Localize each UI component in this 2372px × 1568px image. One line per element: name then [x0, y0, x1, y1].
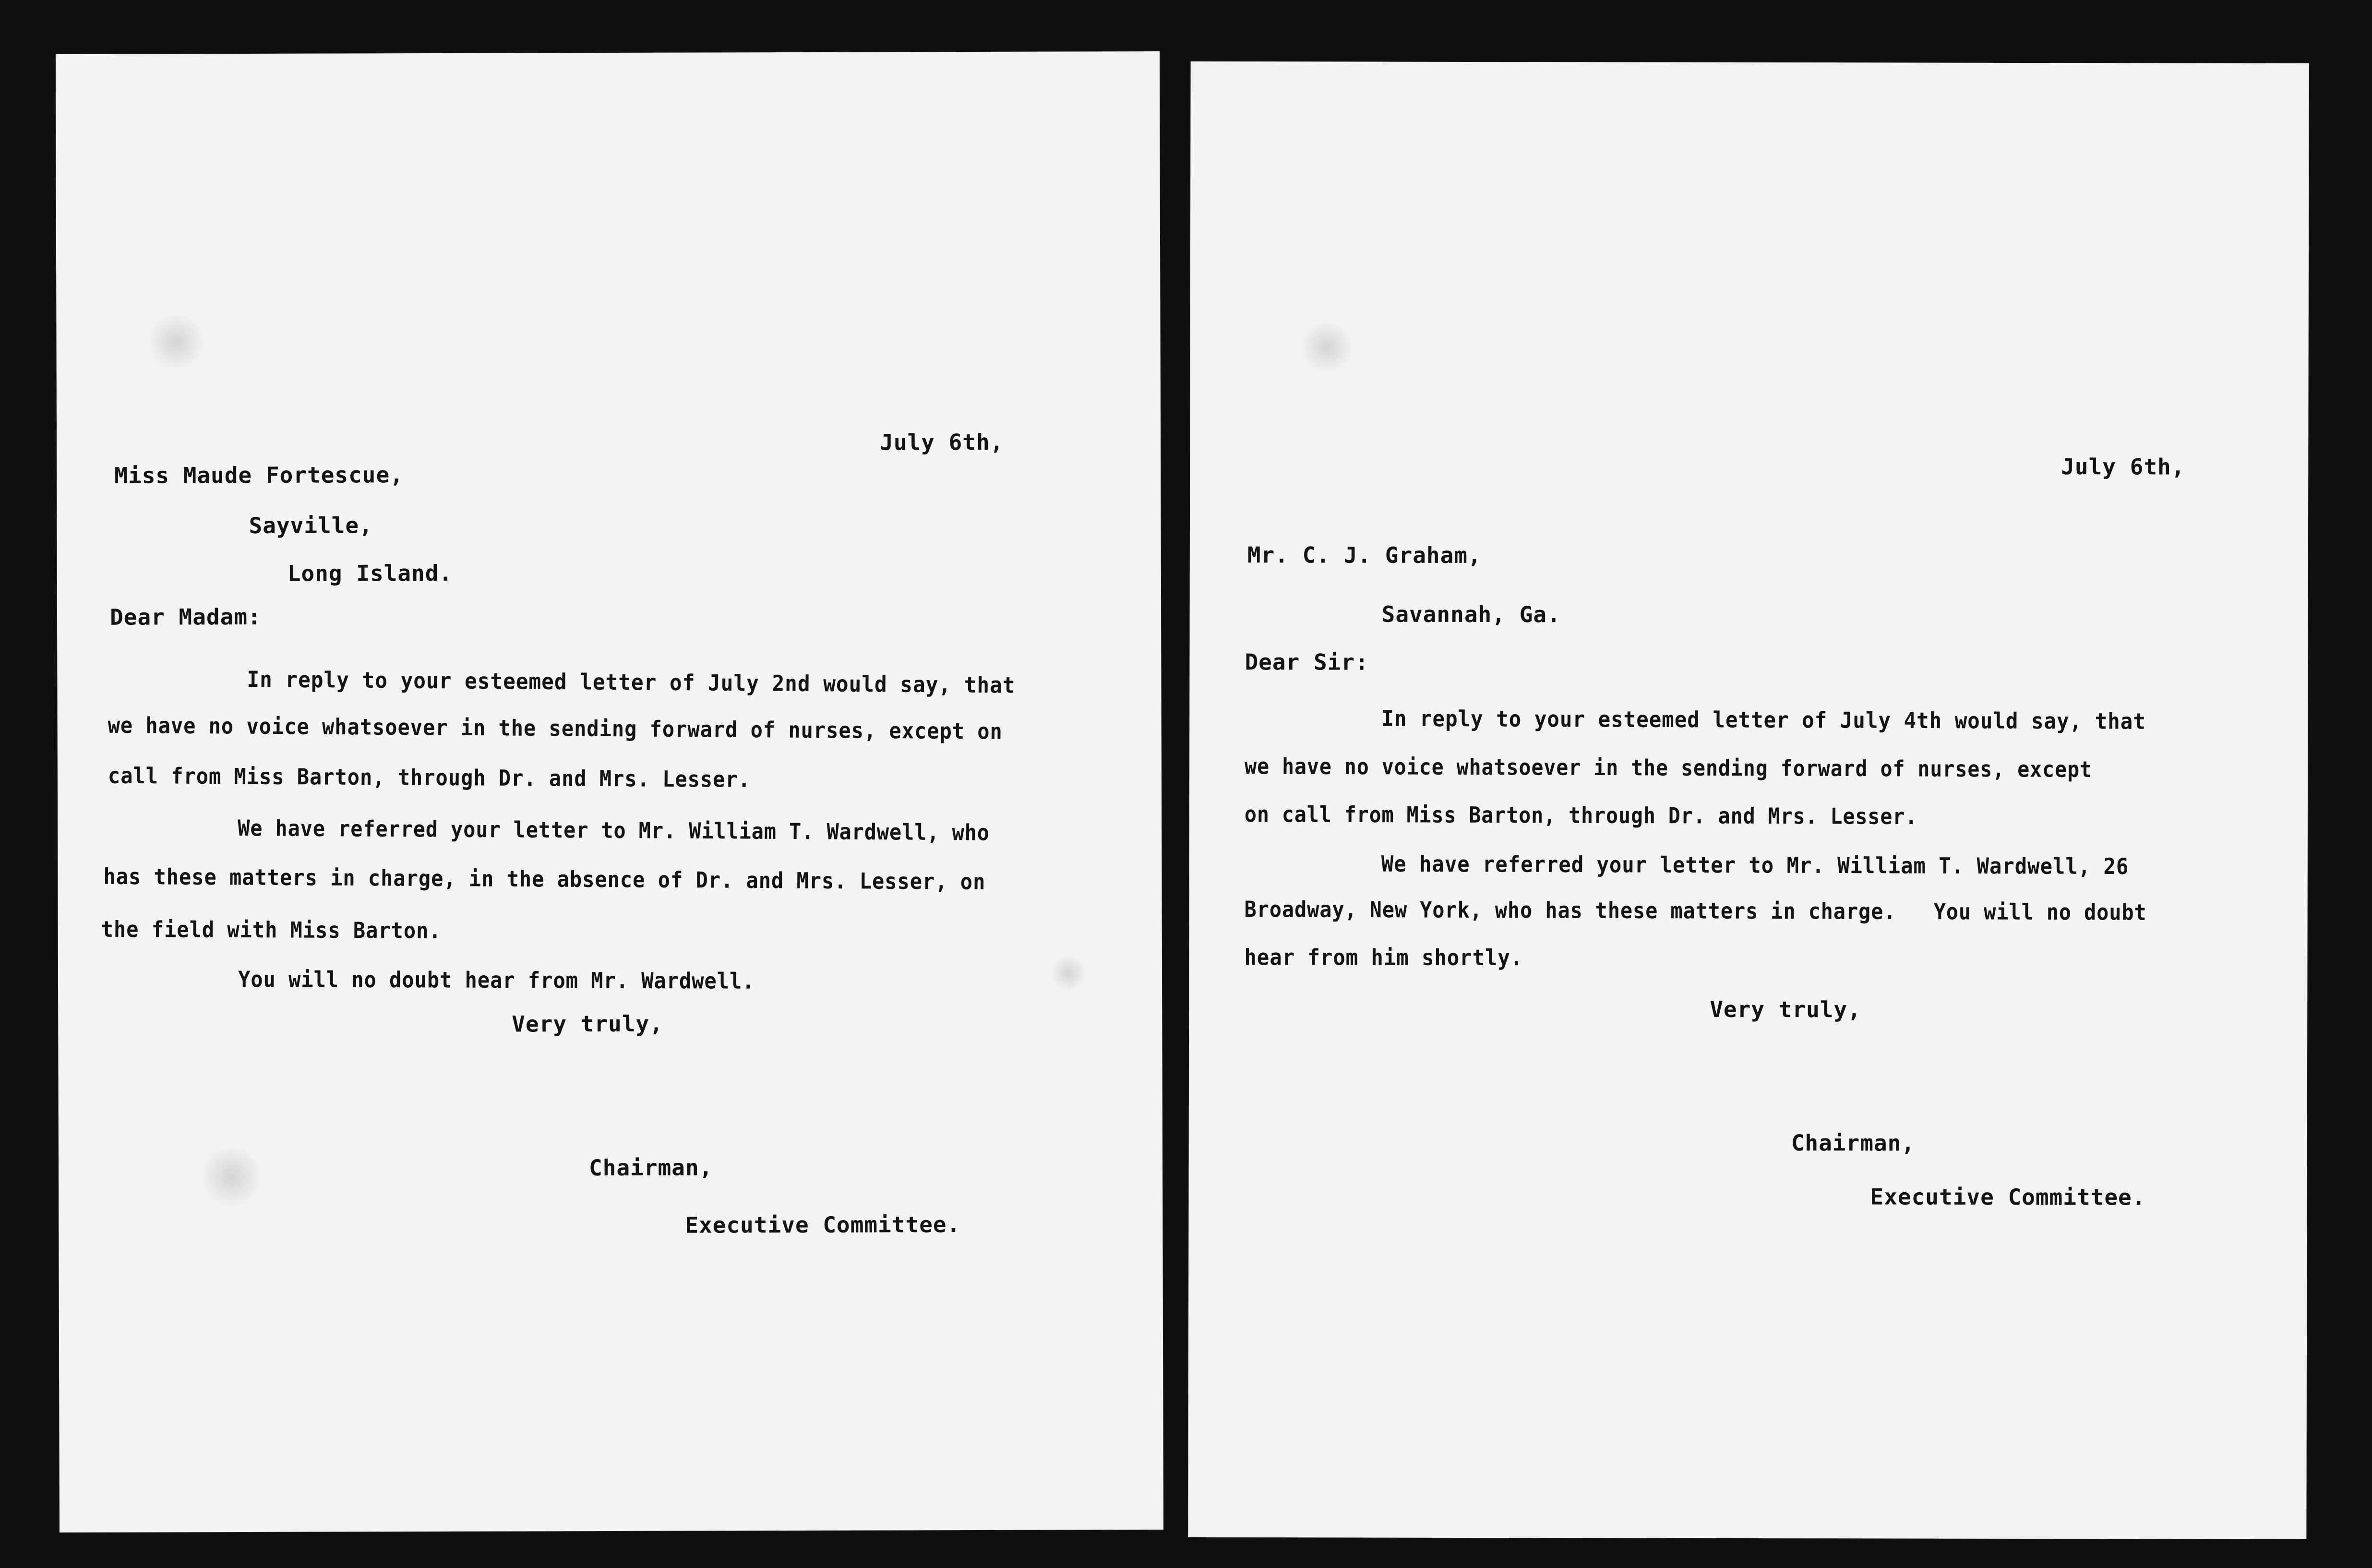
recipient-name: Miss Maude Fortescue,	[114, 462, 404, 489]
letter-page-right	[1188, 61, 2309, 1539]
signature-committee: Executive Committee.	[1870, 1184, 2146, 1210]
recipient-name: Mr. C. J. Graham,	[1247, 542, 1482, 569]
body-line: the field with Miss Barton.	[101, 916, 442, 944]
body-line: You will no doubt hear from Mr. Wardwell.	[238, 966, 755, 994]
closing: Very truly,	[512, 1010, 663, 1037]
letter-page-left	[56, 51, 1163, 1532]
body-line: hear from him shortly.	[1244, 944, 1523, 971]
paper-smudge	[203, 1143, 260, 1210]
closing: Very truly,	[1710, 996, 1861, 1023]
body-line: Broadway, New York, who has these matters in charge. You will no doubt	[1244, 896, 2147, 925]
body-line: call from Miss Barton, through Dr. and Mrs. Lesser.	[108, 762, 751, 792]
body-line: we have no voice whatsoever in the sending forward of nurses, except	[1245, 753, 2093, 782]
recipient-address-line1: Savannah, Ga.	[1381, 601, 1561, 628]
body-line: on call from Miss Barton, through Dr. and Mrs. Lesser.	[1244, 801, 1918, 830]
letter-date: July 6th,	[880, 429, 1004, 455]
body-line: we have no voice whatsoever in the sending forward of nurses, except on	[108, 712, 1003, 744]
paper-smudge	[147, 313, 205, 371]
signature-committee: Executive Committee.	[685, 1211, 961, 1238]
body-line: We have referred your letter to Mr. William T. Wardwell, who	[238, 815, 990, 846]
body-line: has these matters in charge, in the absence of Dr. and Mrs. Lesser, on	[103, 863, 986, 895]
signature-title: Chairman,	[588, 1154, 713, 1181]
salutation: Dear Sir:	[1245, 649, 1369, 675]
paper-smudge	[1301, 321, 1354, 373]
salutation: Dear Madam:	[109, 603, 262, 630]
body-line: In reply to your esteemed letter of July 2nd would say, that	[247, 666, 1016, 698]
recipient-address-line2: Long Island.	[287, 560, 453, 587]
recipient-address-line1: Sayville,	[249, 512, 373, 539]
paper-smudge	[1052, 954, 1085, 992]
signature-title: Chairman,	[1791, 1130, 1916, 1156]
body-line: We have referred your letter to Mr. William T. Wardwell, 26	[1381, 850, 2129, 880]
letter-date: July 6th,	[2061, 454, 2185, 480]
body-line: In reply to your esteemed letter of July 4th would say, that	[1381, 705, 2146, 734]
